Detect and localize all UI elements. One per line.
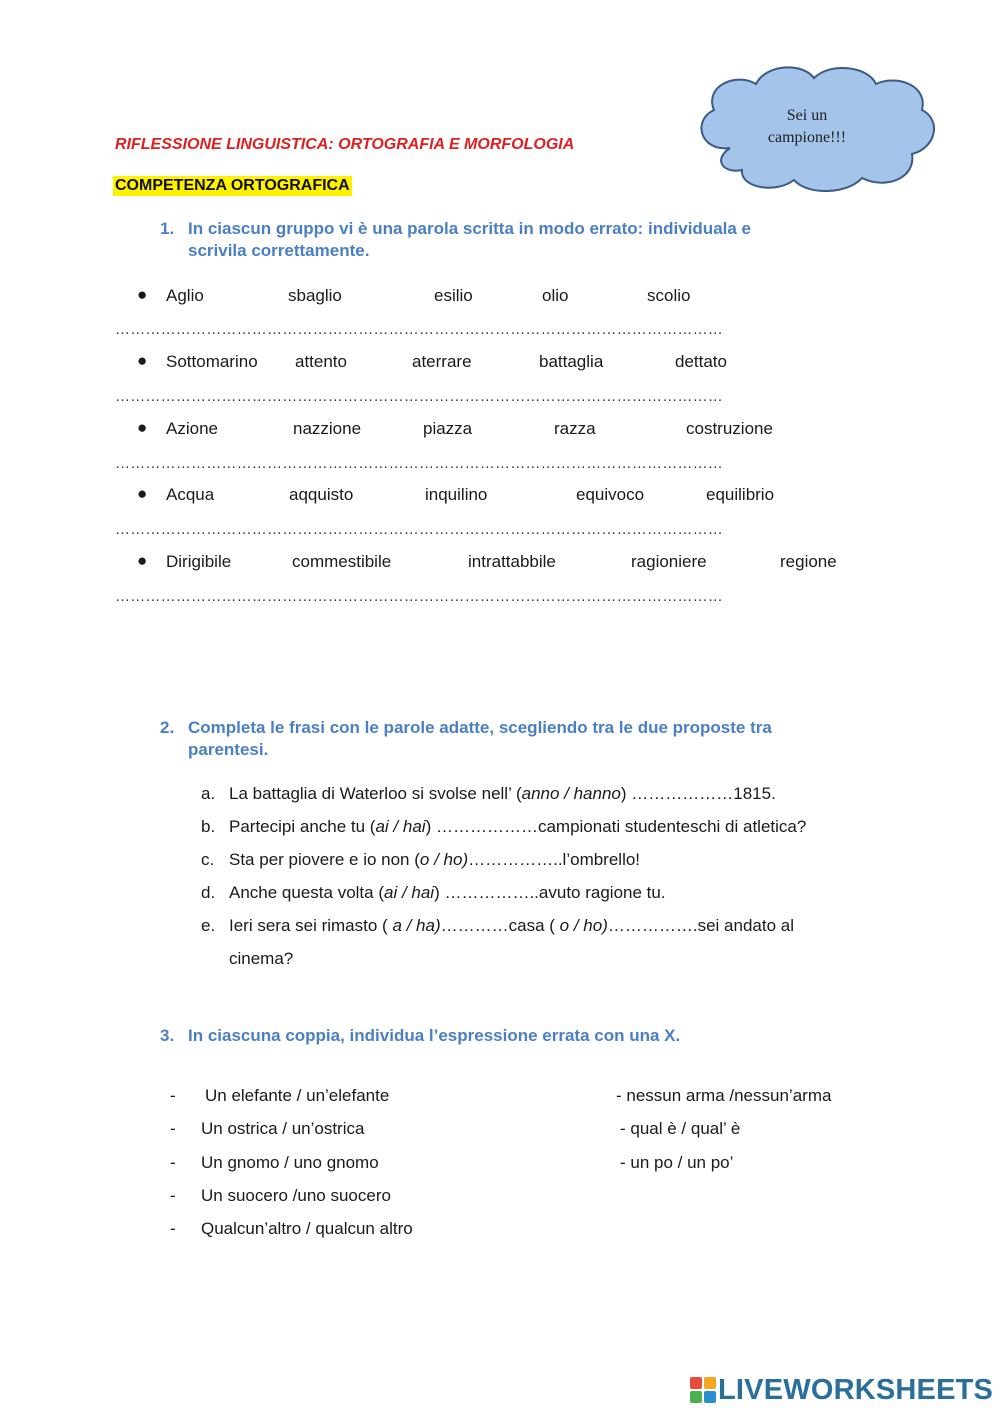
word[interactable]: aqquisto <box>289 485 354 504</box>
logo-square <box>704 1391 716 1403</box>
word[interactable]: equivoco <box>576 485 645 504</box>
word[interactable]: Aglio <box>166 286 204 305</box>
question-number: 2. <box>160 718 175 737</box>
word[interactable]: intrattabbile <box>468 552 556 571</box>
pair-option[interactable]: Un gnomo / uno gnomo <box>201 1153 379 1172</box>
question-number: 3. <box>160 1026 175 1045</box>
blank[interactable]: ) ……………..avuto ragione tu. <box>434 883 666 902</box>
cloud-callout <box>690 62 942 196</box>
logo-icon <box>690 1377 716 1403</box>
word[interactable]: ragioniere <box>631 552 707 571</box>
blank[interactable]: …………casa ( <box>440 916 560 935</box>
pair-option[interactable]: - nessun arma /nessun’arma <box>616 1086 832 1105</box>
word[interactable]: commestibile <box>292 552 392 571</box>
worksheet-title: RIFLESSIONE LINGUISTICA: ORTOGRAFIA E MORFOLOGIA <box>115 136 575 153</box>
blank[interactable]: ) ………………1815. <box>620 784 776 803</box>
word[interactable]: piazza <box>423 419 473 438</box>
word[interactable]: battaglia <box>539 352 604 371</box>
section-label: COMPETENZA ORTOGRAFICA <box>115 177 350 194</box>
answer-line[interactable]: ………………………………………………………………………………………………………… <box>115 388 723 405</box>
pair-dash: - <box>170 1153 176 1172</box>
pair-option[interactable]: Un elefante / un’elefante <box>205 1086 390 1105</box>
answer-line[interactable]: ………………………………………………………………………………………………………… <box>115 455 723 472</box>
logo-square <box>690 1377 702 1389</box>
cloud-text <box>742 105 872 149</box>
bullet-icon: ● <box>137 351 148 370</box>
liveworksheets-logo[interactable] <box>690 1372 993 1408</box>
word[interactable]: Sottomarino <box>166 352 258 371</box>
question-text: In ciascun gruppo vi è una parola scritta in modo errato: individuala e scrivila correttamente. <box>188 219 752 260</box>
sentence-e-continuation: cinema? <box>229 949 294 968</box>
pair-dash: - <box>170 1086 176 1105</box>
word[interactable]: razza <box>554 419 596 438</box>
blank[interactable]: ) ………………campionati studenteschi di atletica? <box>425 817 807 836</box>
question-3 <box>160 1025 680 1047</box>
answer-line[interactable]: ………………………………………………………………………………………………………… <box>115 588 723 605</box>
pair-option[interactable]: - un po / un po’ <box>620 1153 734 1172</box>
bullet-icon: ● <box>137 418 148 437</box>
word[interactable]: attento <box>295 352 347 371</box>
pair-option[interactable]: - qual è / qual’ è <box>620 1119 741 1138</box>
word[interactable]: aterrare <box>412 352 472 371</box>
sentence-e: e. Ieri sera sei rimasto ( a / ha)…………casa ( o / ho)…………….sei andato al <box>201 916 795 935</box>
bullet-icon: ● <box>137 285 148 304</box>
sentence-c: c. Sta per piovere e io non (o / ho)……………..l’ombrello! <box>201 850 641 869</box>
logo-square <box>690 1391 702 1403</box>
word[interactable]: costruzione <box>686 419 773 438</box>
word[interactable]: Azione <box>166 419 218 438</box>
logo-square <box>704 1377 716 1389</box>
sentence-b: b. Partecipi anche tu (ai / hai) ………………campionati studenteschi di atletica? <box>201 817 807 836</box>
pair-option[interactable]: Un ostrica / un’ostrica <box>201 1119 365 1138</box>
answer-line[interactable]: ………………………………………………………………………………………………………… <box>115 521 723 538</box>
pair-option[interactable]: Un suocero /uno suocero <box>201 1186 391 1205</box>
pair-option[interactable]: Qualcun’altro / qualcun altro <box>201 1219 413 1238</box>
sentence-d: d. Anche questa volta (ai / hai) ……………..avuto ragione tu. <box>201 883 666 902</box>
word[interactable]: esilio <box>434 286 473 305</box>
question-number: 1. <box>160 219 175 238</box>
bullet-icon: ● <box>137 551 148 570</box>
word[interactable]: equilibrio <box>706 485 775 504</box>
question-text: In ciascuna coppia, individua l’espressione errata con una X. <box>188 1026 681 1045</box>
answer-line[interactable]: ………………………………………………………………………………………………………… <box>115 321 723 338</box>
brand-name: LIVEWORKSHEETS <box>718 1373 994 1406</box>
sentence-a: a. La battaglia di Waterloo si svolse nell’ (anno / hanno) ………………1815. <box>201 784 776 803</box>
word[interactable]: sbaglio <box>288 286 342 305</box>
blank[interactable]: ……………..l’ombrello! <box>468 850 641 869</box>
word[interactable]: Dirigibile <box>166 552 232 571</box>
bullet-icon: ● <box>137 484 148 503</box>
word[interactable]: nazzione <box>293 419 362 438</box>
blank[interactable]: …………….sei andato al <box>607 916 795 935</box>
word[interactable]: scolio <box>647 286 691 305</box>
pair-dash: - <box>170 1219 176 1238</box>
cloud-line-2: campione!!! <box>767 129 847 146</box>
question-1 <box>160 218 752 260</box>
word[interactable]: dettato <box>675 352 727 371</box>
word[interactable]: inquilino <box>425 485 488 504</box>
question-2 <box>160 717 772 759</box>
cloud-line-1: Sei un <box>786 107 828 124</box>
word[interactable]: Acqua <box>166 485 215 504</box>
word[interactable]: olio <box>542 286 569 305</box>
pair-dash: - <box>170 1186 176 1205</box>
word[interactable]: regione <box>780 552 837 571</box>
question-text: Completa le frasi con le parole adatte, scegliendo tra le due proposte tra parentesi. <box>188 718 772 759</box>
pair-dash: - <box>170 1119 176 1138</box>
